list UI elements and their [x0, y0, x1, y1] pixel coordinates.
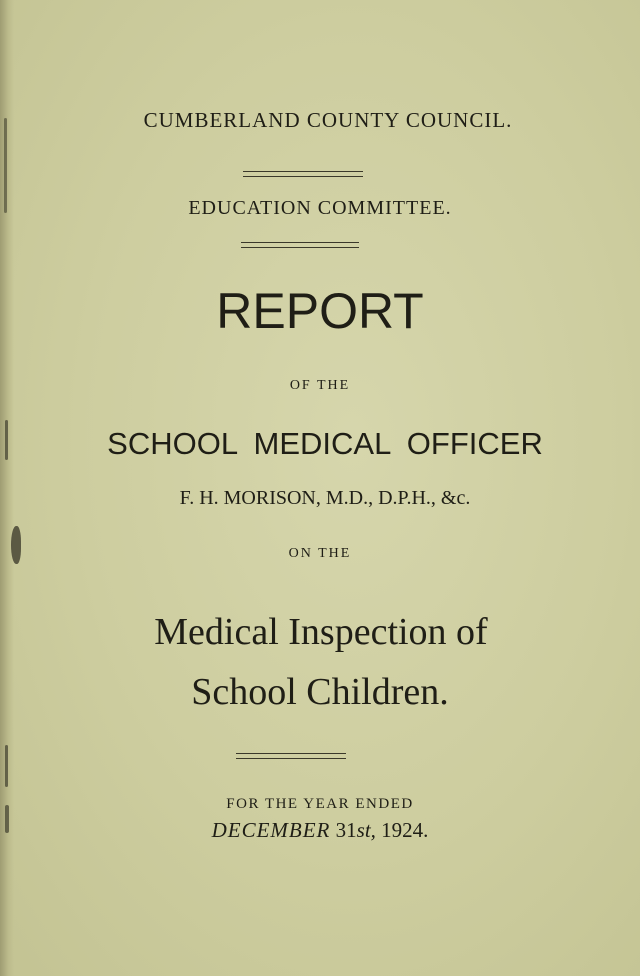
binding-mark	[5, 745, 8, 787]
divider-rule	[243, 171, 363, 177]
report-date	[0, 818, 640, 843]
of-the-label: OF THE	[289, 378, 351, 393]
date-year: 1924.	[381, 818, 429, 842]
author-line: F. H. MORISON, M.D., D.P.H., &c.	[179, 487, 471, 509]
subject-title-line-1: Medical Inspection of	[154, 611, 488, 653]
date-month: DECEMBER	[211, 818, 331, 842]
council-heading: CUMBERLAND COUNTY COUNCIL.	[143, 108, 513, 132]
divider-rule	[241, 242, 359, 248]
on-the-label: ON THE	[288, 546, 352, 561]
report-title: REPORT	[216, 283, 424, 339]
date-ordinal: st,	[356, 818, 376, 842]
date-day: 31	[335, 818, 357, 842]
subject-title-line-2: School Children.	[191, 671, 449, 713]
committee-heading: EDUCATION COMMITTEE.	[188, 197, 452, 219]
year-ended-label: FOR THE YEAR ENDED	[226, 796, 414, 812]
officer-heading: SCHOOL MEDICAL OFFICER	[107, 426, 543, 461]
divider-rule	[236, 753, 346, 759]
